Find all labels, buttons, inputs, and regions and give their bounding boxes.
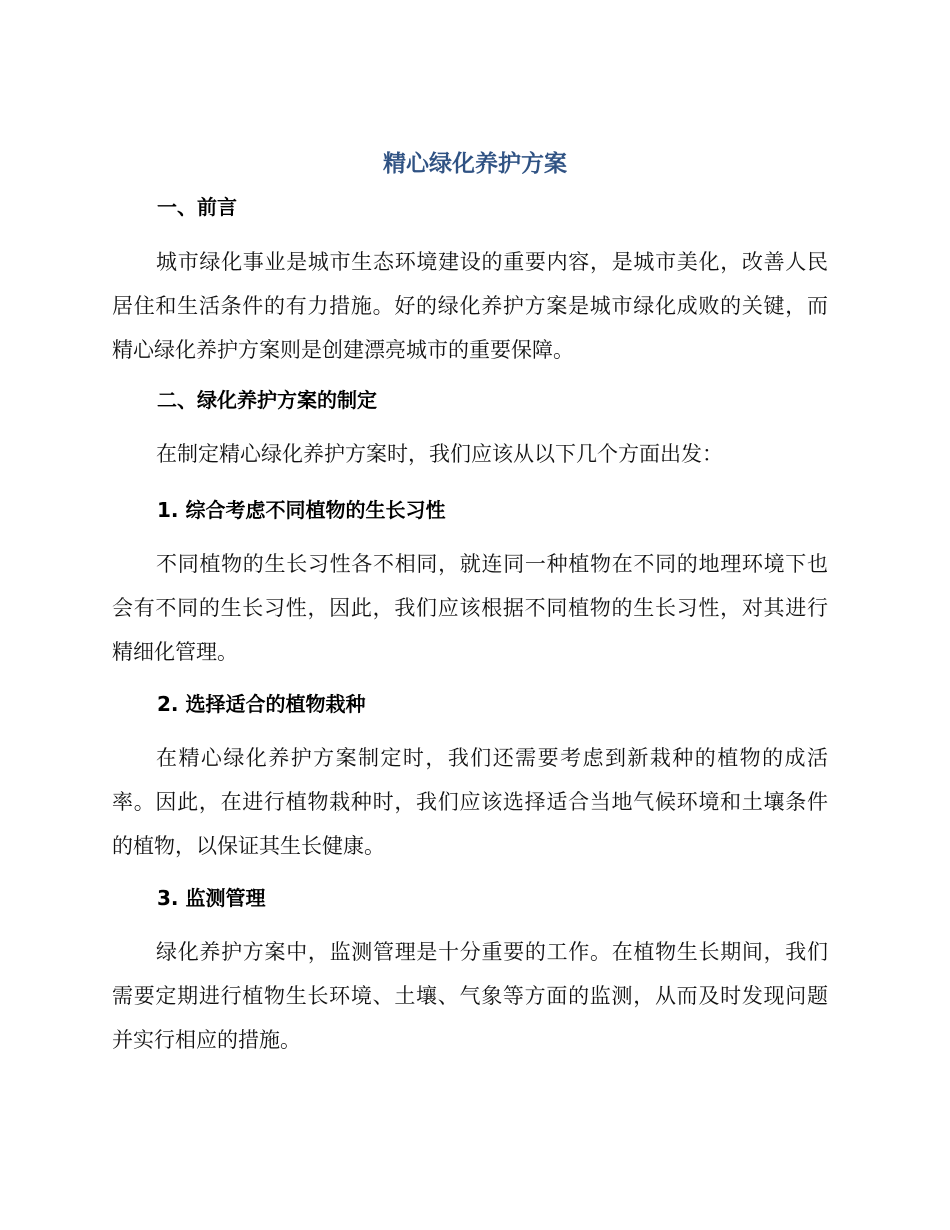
section-paragraph-monitoring <box>112 930 828 1062</box>
section-heading-plan-formulation: 二、绿化养护方案的制定 <box>157 388 377 412</box>
paragraph-line: 精心绿化养护方案则是创建漂亮城市的重要保障。 <box>112 338 574 362</box>
section-heading-growth-habits: 1. 综合考虑不同植物的生长习性 <box>157 498 446 522</box>
paragraph-line: 城市绿化事业是城市生态环境建设的重要内容，是城市美化，改善人民 <box>156 250 828 274</box>
section-heading-monitoring: 3. 监测管理 <box>157 886 266 910</box>
paragraph-line: 会有不同的生长习性，因此，我们应该根据不同植物的生长习性，对其进行 <box>112 596 828 620</box>
section-heading-preface: 一、前言 <box>157 195 237 219</box>
document-title: 精心绿化养护方案 <box>383 151 567 177</box>
paragraph-line: 的植物，以保证其生长健康。 <box>112 834 385 858</box>
paragraph-line: 绿化养护方案中，监测管理是十分重要的工作。在植物生长期间，我们 <box>156 940 828 964</box>
section-paragraph-preface <box>112 240 828 372</box>
section-paragraph-growth-habits <box>112 542 828 674</box>
paragraph-line: 并实行相应的措施。 <box>112 1028 301 1052</box>
paragraph-line: 率。因此，在进行植物栽种时，我们应该选择适合当地气候环境和土壤条件 <box>112 790 828 814</box>
paragraph-line: 需要定期进行植物生长环境、土壤、气象等方面的监测，从而及时发现问题 <box>112 984 828 1008</box>
section-paragraph-plant-selection <box>112 736 828 868</box>
section-heading-plant-selection: 2. 选择适合的植物栽种 <box>157 692 366 716</box>
paragraph-line: 不同植物的生长习性各不相同，就连同一种植物在不同的地理环境下也 <box>156 552 828 576</box>
paragraph-line: 在制定精心绿化养护方案时，我们应该从以下几个方面出发： <box>156 442 723 466</box>
section-paragraph-plan-formulation <box>112 432 828 476</box>
paragraph-line: 居住和生活条件的有力措施。好的绿化养护方案是城市绿化成败的关键，而 <box>112 294 828 318</box>
paragraph-line: 精细化管理。 <box>112 640 238 664</box>
paragraph-line: 在精心绿化养护方案制定时，我们还需要考虑到新栽种的植物的成活 <box>156 746 828 770</box>
